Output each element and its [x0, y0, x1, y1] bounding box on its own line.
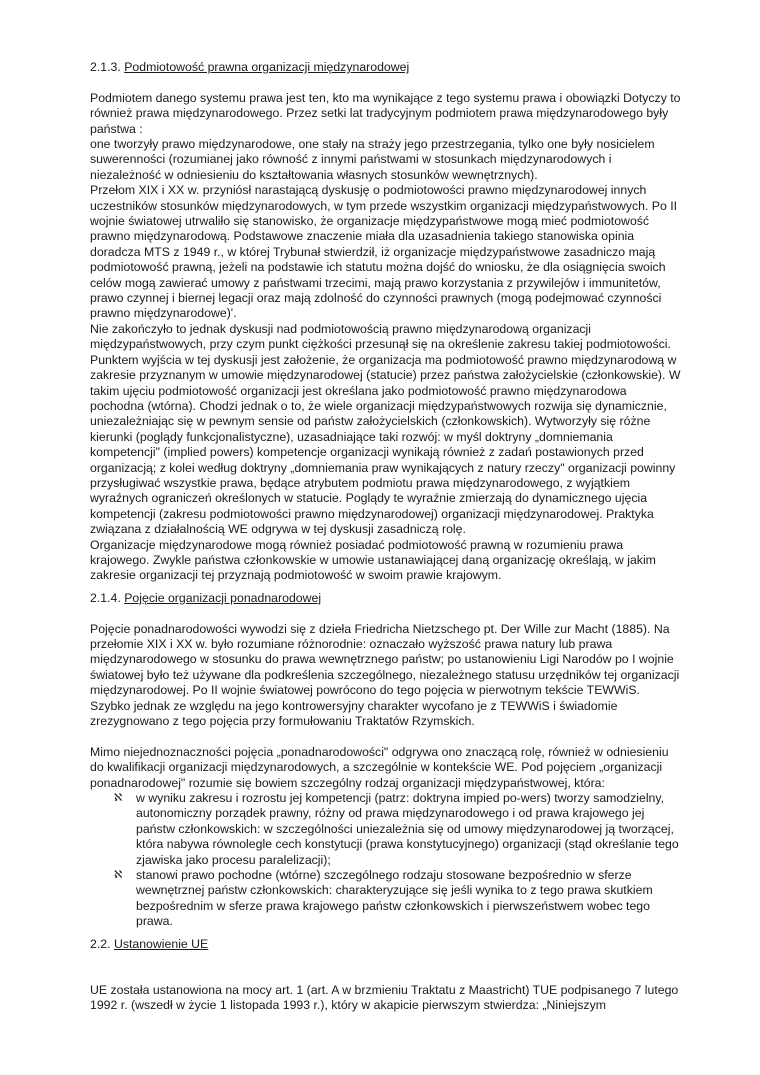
paragraph: Przełom XIX i XX w. przyniósł narastającą dyskusję o podmiotowości prawno międzynarodowej innych uczestników stosunków międzynarodowych, w tym przede wszystkim organizacji międzypaństwowych. Po II wojnie światowej utrwaliło się stanowisko, że organizacje międzypaństwowe mogą mieć podmiotowość prawno międzynarodową. Podstawowe znaczenie miała dla uzasadnienia takiego stanowiska opinia doradcza MTS z 1949 r., w której Trybunał stwierdził, iż organizacje międzypaństwowe zasadniczo mają podmiotowość prawną, jeżeli na podstawie ich statutu można dojść do wniosku, że dla osiągnięcia swoich celów mogą zawierać umowy z państwami trzecimi, mają prawo korzystania z przywilejów i immunitetów, prawo czynnej i biernej legacji oraz mają zdolność do czynności prawnych (mogą podejmować czynności prawno międzynarodowe)'. [90, 183, 678, 321]
paragraph: one tworzyły prawo międzynarodowe, one stały na straży jego przestrzegania, tylko one były nosicielem suwerenności (rozumianej jako równość z innymi państwami w stosunkach międzynarodowych i niezależność w odniesieniu do kształtowania własnych stosunków wewnętrznych). [90, 137, 655, 182]
section-title: Podmiotowość prawna organizacji międzynarodowej [124, 60, 410, 74]
document-page [90, 60, 682, 1014]
section-title: Pojęcie organizacji ponadnarodowej [124, 590, 322, 605]
section-title: Ustanowienie UE [113, 936, 209, 951]
paragraph: Pojęcie ponadnarodowości wywodzi się z dzieła Friedricha Nietzschego pt. Der Wille zur Macht (1885). Na przełomie XIX i XX w. było rozumiane różnorodnie: oznaczało wyższość prawa natury lub prawa międzynarodowego w stosunku do prawa wewnętrznego państw; po ustanowieniu Ligi Narodów po I wojnie światowej było też używane dla podkreślenia szczególnego, niezależnego statusu urzędników tej organizacji międzynarodowej. Po II wojnie światowej powrócono do tego pojęcia w pierwotnym tekście TEWWiS. Szybko jednak ze względu na jego kontrowersyjny charakter wycofano je z TEWWiS i świadomie zrezygnowano z tego pojęcia przy formułowaniu Traktatów Rzymskich. [90, 621, 680, 729]
paragraph: Organizacje międzynarodowe mogą również posiadać podmiotowość prawną w rozumieniu prawa krajowego. Zwykle państwa członkowskie w umowie ustanawiającej daną organizację określają, w jakim zakresie organizacji tej przyznają podmiotowość w swoim prawie krajowym. [90, 537, 656, 583]
list-item [114, 868, 682, 930]
list-item-text: stanowi prawo pochodne (wtórne) szczególnego rodzaju stosowane bezpośrednio w sferze wewnętrznej państw członkowskich: charakteryzujące się jeśli wynika to z tego prawa skutkiem bezpośrednim w sferze prawa krajowego państw członkowskich i pierwszeństwem wobec tego prawa. [136, 868, 653, 929]
list-item [114, 791, 682, 868]
section-heading-2-2 [90, 937, 682, 952]
aleph-bullet-icon: ℵ [114, 792, 123, 805]
bullet-list [90, 791, 682, 930]
section-heading-2-1-3 [90, 60, 682, 75]
paragraph: Mimo niejednoznaczności pojęcia „ponadnarodowości" odgrywa ono znaczącą rolę, również w odniesieniu do kwalifikacji organizacji międzynarodowych, a szczególnie w kontekście WE. Pod pojęciem „organizacji ponadnarodowej" rozumie się bowiem szczególny rodzaj organizacji międzypaństwowej, która: [90, 744, 669, 790]
section-number: 2.2. [90, 936, 111, 951]
paragraph: Nie zakończyło to jednak dyskusji nad podmiotowością prawno międzynarodową organizacji międzypaństwowych, przy czym punkt ciężkości przesunął się na określenie zakresu takiej podmiotowości. Punktem wyjścia w tej dyskusji jest założenie, że organizacja ma podmiotowość prawno międzynarodową w zakresie przyznanym w umowie międzynarodowej (statucie) przez państwa założycielskie (członkowskie). W takim ujęciu podmiotowość organizacji jest określana jako podmiotowość prawno międzynarodowa pochodna (wtórna). Chodzi jednak o to, że wiele organizacji międzypaństwowych rozwija się dynamicznie, uniezależniając się w pewnym sensie od państw założycielskich (członkowskich). Wytworzyły się różne kierunki (poglądy funkcjonalistyczne), uzasadniające taki rozwój: w myśl doktryny „domniemania kompetencji" (implied powers) kompetencje organizacji wynikają również z zadań postawionych przed organizacją; z kolei według doktryny „domniemania praw wynikających z natury rzeczy" organizacji powinny przysługiwać wszystkie prawa, będące atrybutem podmiotu prawa międzynarodowego, z wyjątkiem wyraźnych ograniczeń określonych w statucie. Poglądy te wyraźnie zmierzają do dynamicznego ujęcia kompetencji (zakresu podmiotowości prawno międzynarodowej) organizacji międzynarodowej. Praktyka związana z działalnością WE odgrywa w tej dyskusji zasadniczą rolę. [90, 321, 681, 537]
section-number: 2.1.4. [90, 590, 121, 605]
paragraph: Podmiotem danego systemu prawa jest ten, kto ma wynikające z tego systemu prawa i obowiązki Dotyczy to również prawa międzynarodowego. Przez setki lat tradycyjnym podmiotem prawa międzynarodowego były państwa : [90, 90, 681, 136]
section-number: 2.1.3. [90, 60, 121, 74]
aleph-bullet-icon: ℵ [114, 869, 123, 882]
paragraph: UE została ustanowiona na mocy art. 1 (art. A w brzmieniu Traktatu z Maastricht) TUE podpisanego 7 lutego 1992 r. (wszedł w życie 1 listopada 1993 r.), który w akapicie pierwszym stwierdza: „Niniejszym [90, 982, 679, 1013]
section-heading-2-1-4 [90, 591, 682, 606]
list-item-text: w wyniku zakresu i rozrostu jej kompetencji (patrz: doktryna impied po-wers) tworzy samodzielny, autonomiczny porządek prawny, różny od prawa międzynarodowego i od prawa krajowego jej państw członkowskich: w szczególności uniezależnia się od umowy międzynarodowej ją tworzącej, która nabywa równolegle cech konstytucji (prawa konstytucyjnego) organizacji (stąd określanie tego zjawiska jako procesu paralelizacji); [136, 791, 679, 867]
